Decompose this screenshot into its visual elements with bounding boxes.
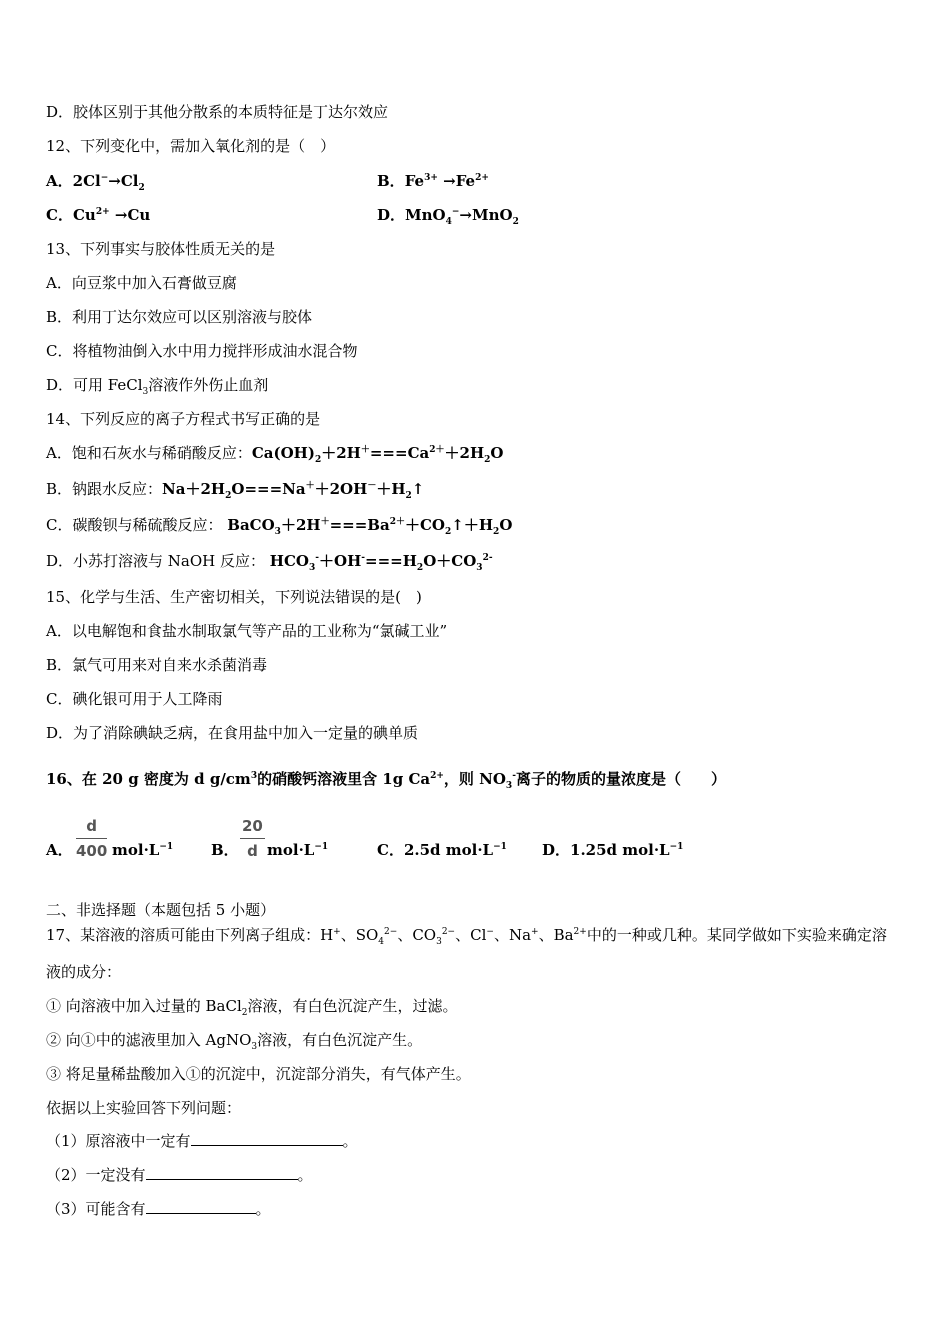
q12-option-c: C．$Cu^{2+} \to Cu$	[46, 206, 151, 224]
q13-option-b: B．利用丁达尔效应可以区别溶液与胶体	[46, 308, 313, 326]
q14-option-c: C．碳酸钡与稀硫酸反应： $BaCO_3+2H^+===Ba^{2+}+CO_2↑+H_2O$	[46, 516, 513, 537]
q17-step-2: ② 向①中的滤液里加入 AgNO$_3$溶液，有白色沉淀产生。	[46, 1031, 423, 1052]
q15-option-b: B．氯气可用来对自来水杀菌消毒	[46, 656, 268, 674]
q15-stem: 15、化学与生活、生产密切相关，下列说法错误的是( )	[46, 588, 422, 606]
q16-option-d: D．1.25d $mol\cdot L^{-1}$	[542, 841, 684, 859]
q12-option-a: A．$2Cl^-\to Cl_2$	[46, 172, 145, 193]
q12-options-ab	[46, 171, 489, 193]
q15-option-d: D．为了消除碘缺乏病，在食用盐中加入一定量的碘单质	[46, 724, 419, 742]
q17-answer-3: （3）可能含有 。	[46, 1200, 271, 1218]
q14-stem: 14、下列反应的离子方程式书写正确的是	[46, 410, 321, 428]
q16-option-b: B．	[211, 841, 239, 859]
q17-stem-line2: 液的成分：	[46, 963, 122, 981]
q16-option-a: A．	[46, 841, 73, 859]
q17-stem-line1: 17、某溶液的溶质可能由下列离子组成：H+、$SO_4^{2-}$、$CO_3^{2-}$、Cl−、Na+、$Ba^{2+}$中的一种或几种。某同学做如下实验来确定溶	[46, 926, 887, 947]
q17-ask: 依据以上实验回答下列问题：	[46, 1099, 242, 1117]
q17-answer-2: （2）一定没有 。	[46, 1166, 313, 1184]
q13-option-d: D．可用 FeCl$_3$溶液作外伤止血剂	[46, 376, 269, 397]
q16-options	[46, 817, 746, 866]
q16-b-fraction: $\frac{20}{d}$	[242, 817, 263, 860]
q16-a-unit: $mol\cdot L^{-1}$	[112, 841, 174, 859]
q16-a-fraction: $\frac{d}{400}$	[76, 817, 108, 860]
q13-option-c: C．将植物油倒入水中用力搅拌形成油水混合物	[46, 342, 358, 360]
q12-options-cd	[46, 205, 519, 227]
q13-option-a: A．向豆浆中加入石膏做豆腐	[46, 274, 237, 292]
answer-blank-1[interactable]	[191, 1131, 343, 1146]
q17-step-1: ① 向溶液中加入过量的 BaCl$_2$溶液，有白色沉淀产生，过滤。	[46, 997, 458, 1018]
q16-stem: 16、在 20 g 密度为 d $g/cm^3$的硝酸钙溶液里含 1g $Ca^{2+}$，则 $NO_3^-$离子的物质的量浓度是（ ）	[46, 770, 726, 791]
q11-option-d: D．胶体区别于其他分散系的本质特征是丁达尔效应	[46, 103, 389, 121]
q12-stem: 12、下列变化中，需加入氧化剂的是（ ）	[46, 137, 336, 155]
q14-option-b: B．钠跟水反应：$Na+2H_2O===Na^++2OH^-+H_2↑$	[46, 480, 425, 501]
q12-option-b: B．$Fe^{3+} \to Fe^{2+}$	[377, 172, 489, 190]
q13-stem: 13、下列事实与胶体性质无关的是	[46, 240, 276, 258]
q17-step-3: ③ 将足量稀盐酸加入①的沉淀中，沉淀部分消失，有气体产生。	[46, 1065, 471, 1083]
q16-b-unit: $mol\cdot L^{-1}$	[267, 841, 329, 859]
answer-blank-2[interactable]	[146, 1165, 298, 1180]
q14-option-d: D．小苏打溶液与 NaOH 反应： $HCO_3^-+OH^-===H_2O+CO_3^{2-}$	[46, 552, 493, 573]
q12-option-d: D．MnO$_4$−→MnO$_2$	[377, 206, 519, 227]
section-2-heading: 二、非选择题（本题包括 5 小题）	[46, 901, 276, 919]
q16-option-c: C．2.5d $mol\cdot L^{-1}$	[377, 841, 507, 859]
q17-answer-1: （1）原溶液中一定有 。	[46, 1132, 358, 1150]
q14-option-a: A．饱和石灰水与稀硝酸反应：$Ca(OH)_2+2H^+===Ca^{2+}+2H_2O$	[46, 444, 504, 465]
answer-blank-3[interactable]	[146, 1199, 256, 1214]
q15-option-a: A．以电解饱和食盐水制取氯气等产品的工业称为“氯碱工业”	[46, 622, 448, 640]
q15-option-c: C．碘化银可用于人工降雨	[46, 690, 223, 708]
